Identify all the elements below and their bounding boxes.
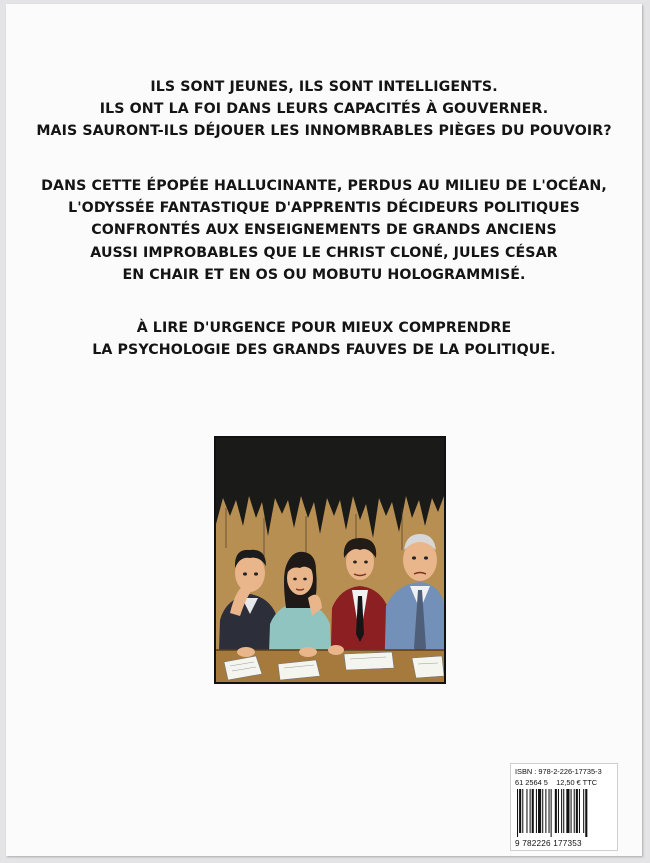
barcode-bar: [574, 789, 575, 833]
blurb-line: DANS CETTE ÉPOPÉE HALLUCINANTE, PERDUS AU MILIEU DE L'OCÉAN,: [41, 178, 607, 194]
barcode-bar: [526, 789, 527, 833]
price-line: [515, 778, 597, 787]
ean-digits: 9 782226 177353: [515, 839, 582, 848]
blurb-line: EN CHAIR ET EN OS OU MOBUTU HOLOGRAMMISÉ.: [122, 266, 526, 283]
barcode-bar: [583, 789, 584, 833]
barcode-bars: [515, 789, 615, 837]
comic-panel-drawing: [216, 438, 444, 682]
barcode-bar: [538, 789, 541, 833]
barcode-bar: [579, 789, 580, 833]
barcode-bar: [517, 789, 518, 837]
barcode-bar: [566, 789, 569, 833]
back-cover: [6, 4, 642, 856]
barcode-label: [510, 763, 618, 851]
blurb-line: À LIRE D'URGENCE POUR MIEUX COMPRENDRE: [136, 320, 512, 336]
blurb-line: LA PSYCHOLOGIE DES GRANDS FAUVES DE LA POLITIQUE.: [92, 342, 556, 359]
blurb-paragraph-2: [6, 175, 642, 286]
barcode-bar: [558, 789, 559, 833]
blurb-line: ILS ONT LA FOI DANS LEURS CAPACITÉS À GOUVERNER.: [99, 101, 549, 118]
barcode-bar: [585, 789, 587, 837]
blurb-paragraph-1: [6, 76, 642, 143]
barcode-bar: [522, 789, 523, 833]
barcode-bar: [555, 789, 557, 833]
barcode-bar: [571, 789, 572, 833]
blurb-line: ILS SONT JEUNES, ILS SONT INTELLIGENTS.: [150, 79, 498, 95]
blurb-paragraph-3: [6, 317, 642, 361]
barcode-bar: [536, 789, 537, 833]
barcode-bar: [532, 789, 534, 833]
barcode-bar: [549, 789, 550, 833]
barcode-bar: [542, 789, 543, 833]
blurb-line: AUSSI IMPROBABLES QUE LE CHRIST CLONÉ, JULES CÉSAR: [90, 244, 558, 261]
barcode-bar: [563, 789, 564, 833]
barcode-bar: [551, 789, 552, 837]
isbn-text: ISBN : 978-2-226-17735-3: [515, 767, 602, 776]
barcode-bar: [561, 789, 562, 833]
blurb-line: CONFRONTÉS AUX ENSEIGNEMENTS DE GRANDS ANCIENS: [91, 222, 557, 239]
barcode-bar: [576, 789, 578, 833]
blurb-line: MAIS SAURONT-ILS DÉJOUER LES INNOMBRABLES PIÈGES DU POUVOIR?: [36, 123, 612, 140]
barcode-bar: [530, 789, 531, 833]
blurb-line: L'ODYSSÉE FANTASTIQUE D'APPRENTIS DÉCIDEURS POLITIQUES: [68, 200, 580, 217]
product-code: 61 2564 5: [515, 778, 548, 787]
barcode-bar: [545, 789, 546, 833]
barcode-bar: [519, 789, 521, 833]
price-text: 12,50 € TTC: [556, 778, 598, 787]
comic-panel-illustration: [214, 436, 446, 684]
